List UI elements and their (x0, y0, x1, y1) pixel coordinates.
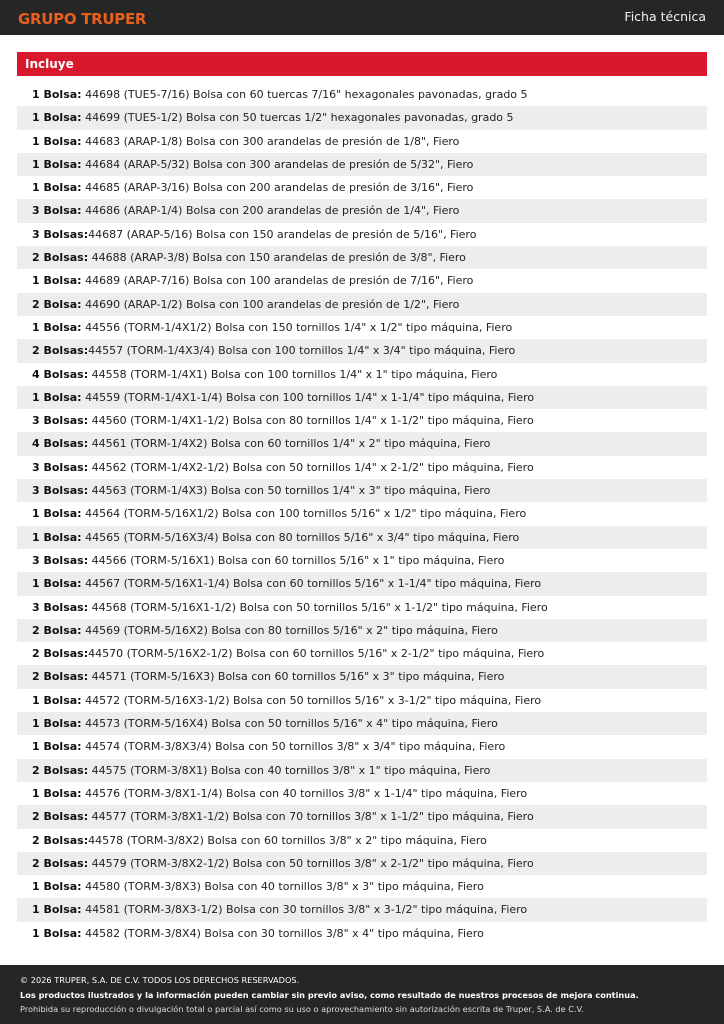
list-item (17, 316, 707, 339)
item-quantity: 2 Bolsas: (32, 344, 89, 358)
item-description: 44567 (TORM-5/16X1-1/4) Bolsa con 60 tornillos 5/16" x 1-1/4" tipo máquina, Fiero (81, 577, 542, 591)
list-item (17, 293, 707, 316)
item-description: 44576 (TORM-3/8X1-1/4) Bolsa con 40 tornillos 3/8" x 1-1/4" tipo máquina, Fiero (81, 786, 528, 800)
brand-logo: GRUPO TRUPER (18, 10, 147, 28)
list-item (17, 805, 707, 828)
list-item (17, 829, 707, 852)
list-item (17, 898, 707, 921)
list-item (17, 735, 707, 758)
item-quantity: 2 Bolsas: (32, 810, 89, 824)
item-description: 44582 (TORM-3/8X4) Bolsa con 30 tornillos 3/8" x 4" tipo máquina, Fiero (81, 926, 484, 940)
item-quantity: 2 Bolsas: (32, 763, 89, 777)
list-item (17, 922, 707, 945)
document-type: Ficha técnica (624, 9, 706, 24)
item-description: 44572 (TORM-5/16X3-1/2) Bolsa con 50 tornillos 5/16" x 3-1/2" tipo máquina, Fiero (81, 693, 542, 707)
top-bar (0, 0, 724, 35)
list-item (17, 526, 707, 549)
section-title: Incluye (25, 57, 74, 71)
item-quantity: 1 Bolsa: (32, 111, 82, 125)
item-description: 44557 (TORM-1/4X3/4) Bolsa con 100 tornillos 1/4" x 3/4" tipo máquina, Fiero (88, 344, 516, 358)
list-item (17, 549, 707, 572)
item-quantity: 1 Bolsa: (32, 181, 82, 195)
list-item (17, 363, 707, 386)
list-item (17, 176, 707, 199)
item-quantity: 1 Bolsa: (32, 88, 82, 101)
item-quantity: 1 Bolsa: (32, 740, 82, 754)
item-quantity: 1 Bolsa: (32, 507, 82, 521)
item-description: 44563 (TORM-1/4X3) Bolsa con 50 tornillos 1/4" x 3" tipo máquina, Fiero (88, 484, 491, 498)
item-quantity: 1 Bolsa: (32, 786, 82, 800)
item-description: 44570 (TORM-5/16X2-1/2) Bolsa con 60 tornillos 5/16" x 2-1/2" tipo máquina, Fiero (88, 647, 545, 661)
item-description: 44571 (TORM-5/16X3) Bolsa con 60 tornillos 5/16" x 3" tipo máquina, Fiero (88, 670, 505, 684)
item-quantity: 1 Bolsa: (32, 390, 82, 404)
item-description: 44698 (TUE5-7/16) Bolsa con 60 tuercas 7/16" hexagonales pavonadas, grado 5 (81, 88, 528, 101)
item-description: 44573 (TORM-5/16X4) Bolsa con 50 tornillos 5/16" x 4" tipo máquina, Fiero (81, 717, 498, 731)
item-description: 44575 (TORM-3/8X1) Bolsa con 40 tornillos 3/8" x 1" tipo máquina, Fiero (88, 763, 491, 777)
item-description: 44580 (TORM-3/8X3) Bolsa con 40 tornillos 3/8" x 3" tipo máquina, Fiero (81, 880, 484, 894)
item-description: 44565 (TORM-5/16X3/4) Bolsa con 80 tornillos 5/16" x 3/4" tipo máquina, Fiero (81, 530, 520, 544)
list-item (17, 572, 707, 595)
item-quantity: 3 Bolsas: (32, 600, 89, 614)
list-item (17, 106, 707, 129)
item-description: 44579 (TORM-3/8X2-1/2) Bolsa con 50 tornillos 3/8" x 2-1/2" tipo máquina, Fiero (88, 856, 534, 870)
list-item (17, 759, 707, 782)
included-items-list (17, 83, 707, 945)
item-quantity: 1 Bolsa: (32, 577, 82, 591)
item-description: 44560 (TORM-1/4X1-1/2) Bolsa con 80 tornillos 1/4" x 1-1/2" tipo máquina, Fiero (88, 414, 534, 428)
item-description: 44568 (TORM-5/16X1-1/2) Bolsa con 50 tornillos 5/16" x 1-1/2" tipo máquina, Fiero (88, 600, 548, 614)
item-description: 44689 (ARAP-7/16) Bolsa con 100 arandelas de presión de 7/16", Fiero (81, 274, 474, 288)
item-quantity: 2 Bolsa: (32, 623, 82, 637)
item-description: 44690 (ARAP-1/2) Bolsa con 100 arandelas de presión de 1/2", Fiero (81, 297, 460, 311)
item-quantity: 1 Bolsa: (32, 926, 82, 940)
list-item (17, 432, 707, 455)
item-description: 44569 (TORM-5/16X2) Bolsa con 80 tornillos 5/16" x 2" tipo máquina, Fiero (81, 623, 498, 637)
item-quantity: 1 Bolsa: (32, 134, 82, 148)
item-quantity: 1 Bolsa: (32, 530, 82, 544)
list-item (17, 199, 707, 222)
item-quantity: 2 Bolsas: (32, 670, 89, 684)
list-item (17, 386, 707, 409)
list-item (17, 642, 707, 665)
list-item (17, 875, 707, 898)
item-description: 44683 (ARAP-1/8) Bolsa con 300 arandelas de presión de 1/8", Fiero (81, 134, 460, 148)
item-description: 44684 (ARAP-5/32) Bolsa con 300 arandelas de presión de 5/32", Fiero (81, 157, 474, 171)
item-quantity: 1 Bolsa: (32, 903, 82, 917)
list-item (17, 712, 707, 735)
item-description: 44578 (TORM-3/8X2) Bolsa con 60 tornillos 3/8" x 2" tipo máquina, Fiero (88, 833, 487, 847)
list-item (17, 339, 707, 362)
item-description: 44577 (TORM-3/8X1-1/2) Bolsa con 70 tornillos 3/8" x 1-1/2" tipo máquina, Fiero (88, 810, 534, 824)
list-item (17, 619, 707, 642)
item-description: 44686 (ARAP-1/4) Bolsa con 200 arandelas de presión de 1/4", Fiero (81, 204, 460, 218)
list-item (17, 689, 707, 712)
section-header (17, 52, 707, 76)
item-quantity: 1 Bolsa: (32, 274, 82, 288)
item-quantity: 1 Bolsa: (32, 320, 82, 334)
list-item (17, 223, 707, 246)
list-item (17, 852, 707, 875)
item-description: 44556 (TORM-1/4X1/2) Bolsa con 150 tornillos 1/4" x 1/2" tipo máquina, Fiero (81, 320, 513, 334)
footer-notice: Los productos ilustrados y la información pueden cambiar sin previo aviso, como resultado de nuestros procesos de mejora continua. (20, 990, 639, 1000)
item-quantity: 1 Bolsa: (32, 880, 82, 894)
item-description: 44564 (TORM-5/16X1/2) Bolsa con 100 tornillos 5/16" x 1/2" tipo máquina, Fiero (81, 507, 527, 521)
item-description: 44574 (TORM-3/8X3/4) Bolsa con 50 tornillos 3/8" x 3/4" tipo máquina, Fiero (81, 740, 506, 754)
item-description: 44559 (TORM-1/4X1-1/4) Bolsa con 100 tornillos 1/4" x 1-1/4" tipo máquina, Fiero (81, 390, 535, 404)
item-description: 44566 (TORM-5/16X1) Bolsa con 60 tornillos 5/16" x 1" tipo máquina, Fiero (88, 553, 505, 567)
item-quantity: 3 Bolsa: (32, 204, 82, 218)
list-item (17, 665, 707, 688)
footer (0, 965, 724, 1024)
item-quantity: 2 Bolsas: (32, 251, 89, 265)
list-item (17, 456, 707, 479)
item-description: 44581 (TORM-3/8X3-1/2) Bolsa con 30 tornillos 3/8" x 3-1/2" tipo máquina, Fiero (81, 903, 528, 917)
item-quantity: 4 Bolsas: (32, 437, 89, 451)
list-item (17, 596, 707, 619)
item-description: 44558 (TORM-1/4X1) Bolsa con 100 tornillos 1/4" x 1" tipo máquina, Fiero (88, 367, 498, 381)
footer-prohibition: Prohibida su reproducción o divulgación total o parcial así como su uso o aprovechamiento sin autorización escrita de Truper, S.A. de C.V. (20, 1004, 584, 1014)
list-item (17, 130, 707, 153)
list-item (17, 153, 707, 176)
item-quantity: 3 Bolsas: (32, 460, 89, 474)
item-description: 44561 (TORM-1/4X2) Bolsa con 60 tornillos 1/4" x 2" tipo máquina, Fiero (88, 437, 491, 451)
list-item (17, 269, 707, 292)
item-quantity: 2 Bolsas: (32, 647, 89, 661)
item-quantity: 4 Bolsas: (32, 367, 89, 381)
item-quantity: 2 Bolsas: (32, 856, 89, 870)
item-description: 44562 (TORM-1/4X2-1/2) Bolsa con 50 tornillos 1/4" x 2-1/2" tipo máquina, Fiero (88, 460, 534, 474)
list-item (17, 246, 707, 269)
item-quantity: 1 Bolsa: (32, 157, 82, 171)
item-description: 44699 (TUE5-1/2) Bolsa con 50 tuercas 1/2" hexagonales pavonadas, grado 5 (81, 111, 514, 125)
item-description: 44685 (ARAP-3/16) Bolsa con 200 arandelas de presión de 3/16", Fiero (81, 181, 474, 195)
list-item (17, 782, 707, 805)
item-description: 44687 (ARAP-5/16) Bolsa con 150 arandelas de presión de 5/16", Fiero (88, 227, 477, 241)
list-item (17, 83, 707, 106)
item-quantity: 3 Bolsas: (32, 227, 89, 241)
item-quantity: 1 Bolsa: (32, 693, 82, 707)
item-quantity: 2 Bolsas: (32, 833, 89, 847)
item-quantity: 3 Bolsas: (32, 484, 89, 498)
item-description: 44688 (ARAP-3/8) Bolsa con 150 arandelas de presión de 3/8", Fiero (88, 251, 466, 265)
item-quantity: 1 Bolsa: (32, 717, 82, 731)
list-item (17, 409, 707, 432)
item-quantity: 2 Bolsa: (32, 297, 82, 311)
list-item (17, 502, 707, 525)
list-item (17, 479, 707, 502)
item-quantity: 3 Bolsas: (32, 553, 89, 567)
item-quantity: 3 Bolsas: (32, 414, 89, 428)
footer-copyright: © 2026 TRUPER, S.A. DE C.V. TODOS LOS DERECHOS RESERVADOS. (20, 975, 300, 985)
